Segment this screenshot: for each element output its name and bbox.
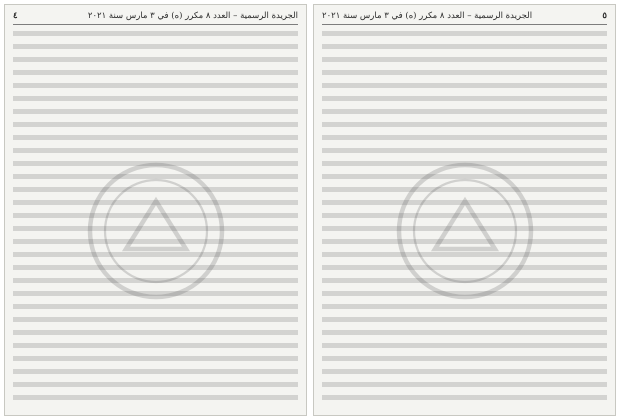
page-number: ٤ bbox=[13, 11, 18, 21]
seal-watermark-icon bbox=[390, 156, 540, 306]
page-header bbox=[13, 11, 298, 25]
scanned-text-lines bbox=[322, 31, 607, 405]
page-number: ٥ bbox=[602, 11, 607, 21]
page-header bbox=[322, 11, 607, 25]
seal-watermark-icon bbox=[81, 156, 231, 306]
scanned-text-lines bbox=[13, 31, 298, 405]
journal-title: الجريدة الرسمية – العدد ٨ مكرر (ه) في ٣ مارس سنة ٢٠٢١ bbox=[87, 11, 298, 21]
journal-title: الجريدة الرسمية – العدد ٨ مكرر (ه) في ٣ مارس سنة ٢٠٢١ bbox=[322, 11, 533, 21]
page-left bbox=[4, 4, 307, 416]
page-right bbox=[313, 4, 616, 416]
